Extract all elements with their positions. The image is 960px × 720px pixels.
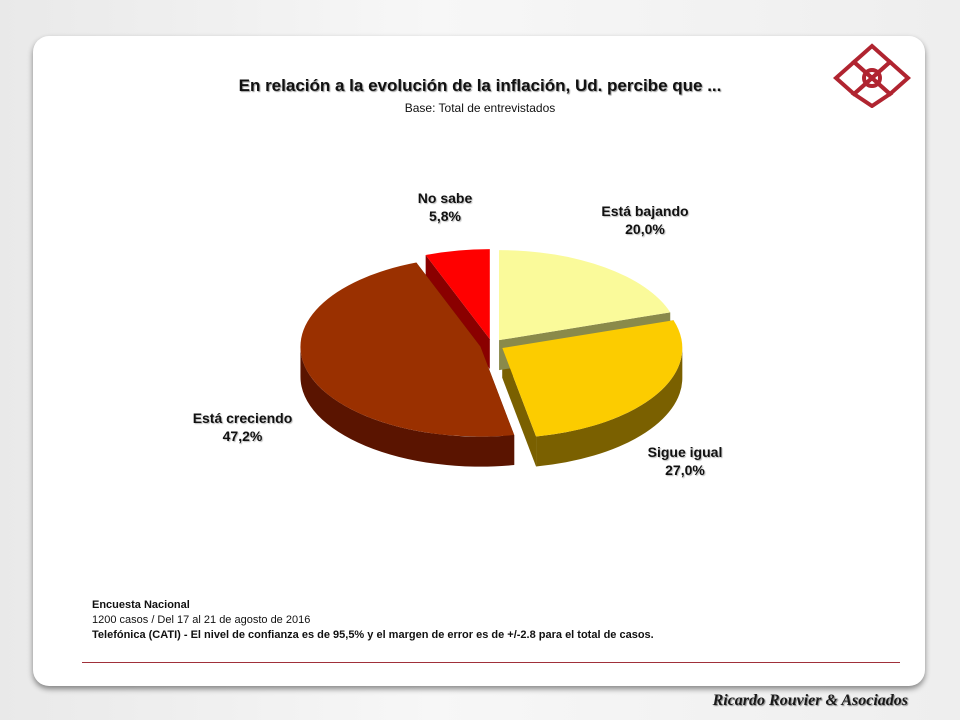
footnote-line-2: 1200 casos / Del 17 al 21 de agosto de 2016 <box>92 614 311 626</box>
chart-title: En relación a la evolución de la inflación, Ud. percibe que ... <box>238 76 722 95</box>
slice-value: 27,0% <box>665 462 705 478</box>
footer-rule <box>82 662 900 663</box>
slice-value: 47,2% <box>222 428 263 444</box>
slice-value: 5,8% <box>429 208 461 224</box>
slice-name: No sabe <box>417 190 473 206</box>
label-sigue-igual <box>620 443 750 479</box>
label-esta-creciendo <box>175 409 310 445</box>
footnote-line-3: Telefónica (CATI) - El nivel de confianza es de 95,5% y el margen de error es de +/-2.8 para el total de casos. <box>92 629 654 641</box>
label-no-sabe <box>395 189 495 225</box>
slice-name: Está bajando <box>601 203 689 219</box>
chart-subtitle: Base: Total de entrevistados <box>404 101 556 115</box>
slice-name: Sigue igual <box>647 444 723 460</box>
brand-signature: Ricardo Rouvier & Asociados <box>712 692 908 709</box>
slice-value: 20,0% <box>625 221 665 237</box>
slice-name: Está creciendo <box>192 410 293 426</box>
label-esta-bajando <box>580 202 710 238</box>
footnote-line-1: Encuesta Nacional <box>92 599 190 611</box>
survey-footnote <box>92 598 654 643</box>
